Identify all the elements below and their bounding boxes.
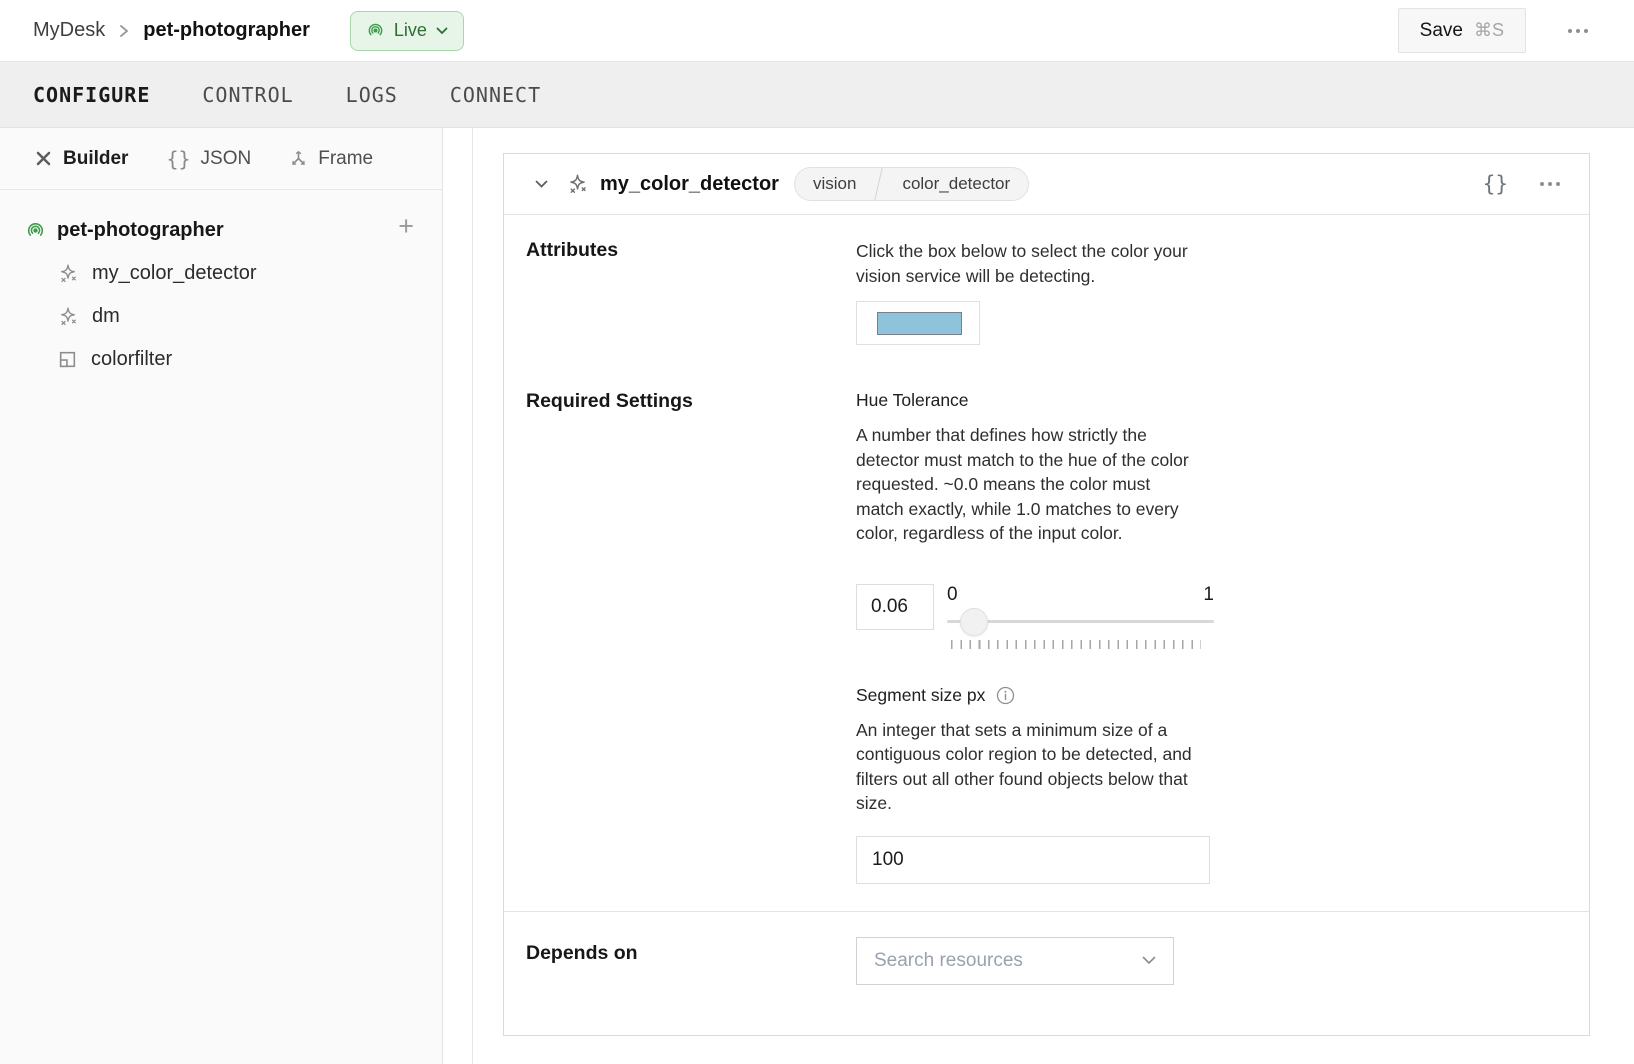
hue-tolerance-slider [947, 584, 1214, 649]
attributes-description: Click the box below to select the color your vision service will be detecting. [856, 241, 1188, 286]
color-picker-box[interactable] [856, 301, 980, 345]
view-toggle-builder-label: Builder [63, 147, 129, 169]
view-toggle-group [0, 128, 442, 190]
card-header [504, 154, 1589, 215]
more-menu-icon[interactable] [1566, 23, 1590, 39]
resource-tree [0, 190, 442, 381]
tree-item-dm[interactable] [0, 295, 442, 338]
color-swatch[interactable] [877, 312, 962, 335]
badge-separator [874, 168, 884, 200]
braces-icon: {} [166, 146, 191, 171]
live-status-button[interactable] [350, 11, 464, 51]
view-toggle-json[interactable] [166, 147, 251, 171]
card-more-menu-icon[interactable] [1538, 176, 1562, 192]
chevron-down-icon [1142, 956, 1156, 965]
save-shortcut: ⌘S [1473, 20, 1504, 40]
required-settings-section [504, 390, 1589, 884]
view-toggle-builder[interactable] [34, 148, 128, 170]
resource-config-card [503, 153, 1590, 1036]
tab-logs[interactable]: LOGS [345, 82, 398, 107]
chevron-down-icon [436, 27, 448, 35]
resource-type-badge [794, 167, 1029, 201]
tree-item-my-color-detector[interactable] [0, 252, 442, 295]
depends-on-placeholder: Search resources [874, 949, 1023, 971]
attributes-section [504, 215, 1589, 345]
breadcrumb [33, 19, 310, 42]
tools-icon [34, 149, 53, 168]
top-bar [0, 0, 1634, 62]
tree-item-label: dm [92, 305, 120, 327]
view-toggle-json-label: JSON [200, 147, 252, 169]
slider-thumb[interactable] [960, 608, 988, 636]
badge-model: color_detector [902, 174, 1011, 193]
info-icon[interactable] [996, 686, 1015, 705]
machine-tab-bar [0, 62, 1634, 128]
required-settings-heading: Required Settings [526, 390, 693, 412]
save-button[interactable] [1398, 8, 1526, 53]
badge-api: vision [812, 174, 857, 193]
segment-size-input[interactable] [856, 836, 1210, 884]
depends-on-heading: Depends on [526, 941, 638, 964]
tree-guide-line [472, 128, 473, 1064]
config-main-area [444, 128, 1634, 1064]
vision-service-icon [57, 263, 79, 285]
tab-control[interactable]: CONTROL [202, 82, 294, 107]
hue-tolerance-description: A number that defines how strictly the detector must match to the hue of the color requested. ~0.0 means the color must match exactly, while 1.0 matches to every color, regardless of the input color. [856, 425, 1189, 543]
tab-connect[interactable]: CONNECT [449, 82, 542, 107]
slider-track[interactable] [947, 608, 1214, 634]
slider-min-label: 0 [947, 583, 958, 605]
tree-item-colorfilter[interactable] [0, 338, 442, 381]
transform-icon [57, 349, 78, 370]
resource-title: my_color_detector [600, 172, 779, 195]
edit-json-icon[interactable]: {} [1482, 172, 1508, 196]
save-button-label: Save [1419, 19, 1463, 41]
breadcrumb-parent[interactable]: MyDesk [33, 19, 106, 41]
configure-sidebar [0, 128, 443, 1064]
view-toggle-frame[interactable] [289, 148, 373, 170]
tree-root-label: pet-photographer [57, 218, 224, 241]
view-toggle-frame-label: Frame [318, 147, 374, 169]
machine-live-icon [25, 220, 46, 241]
slider-tick-marks [951, 640, 1201, 649]
depends-on-select[interactable] [856, 937, 1174, 985]
tab-configure[interactable]: CONFIGURE [33, 82, 151, 107]
hue-tolerance-input[interactable] [856, 584, 934, 630]
breadcrumb-current: pet-photographer [143, 19, 310, 41]
tree-root-machine[interactable] [0, 208, 442, 252]
live-status-label: Live [393, 20, 427, 40]
segment-size-description: An integer that sets a minimum size of a contiguous color region to be detected, and filters out all other found objects below that size. [856, 719, 1192, 813]
segment-size-label: Segment size px [856, 684, 986, 705]
add-resource-button[interactable]: + [398, 211, 414, 241]
depends-on-section [504, 912, 1589, 1011]
hue-tolerance-control [856, 584, 1214, 649]
vision-service-icon [57, 306, 79, 328]
broadcast-icon [366, 21, 385, 40]
hue-tolerance-label: Hue Tolerance [856, 390, 969, 410]
frame-axes-icon [289, 149, 308, 168]
vision-service-icon [566, 173, 589, 196]
attributes-heading: Attributes [526, 239, 619, 261]
collapse-chevron-icon[interactable] [531, 176, 552, 193]
slider-max-label: 1 [1203, 583, 1214, 605]
chevron-right-icon [118, 23, 130, 39]
tree-item-label: my_color_detector [92, 262, 257, 284]
tree-item-label: colorfilter [91, 348, 173, 370]
